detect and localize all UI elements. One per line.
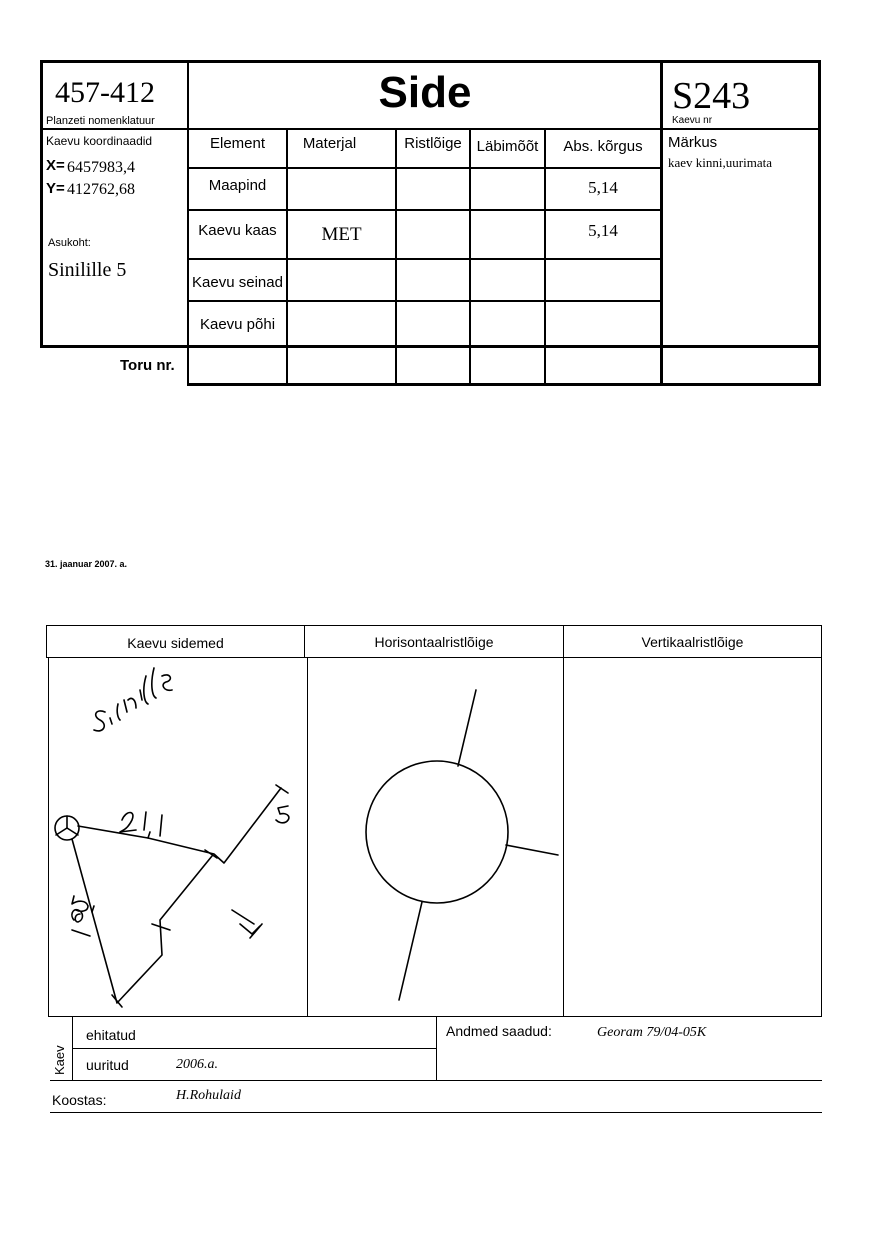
built-label: ehitatud xyxy=(86,1027,136,1043)
surveyed-value: 2006.a. xyxy=(176,1057,218,1072)
well-number: S243 xyxy=(672,75,751,117)
row-element: Kaevu põhi xyxy=(199,316,276,333)
handwriting-18-5 xyxy=(72,896,94,936)
tie-line-left xyxy=(72,839,212,1003)
pipe-line-top xyxy=(458,690,476,766)
remarks-label: Märkus xyxy=(668,134,718,151)
sheet-number: 457-412 xyxy=(55,76,155,109)
horizontal-section-circle xyxy=(366,761,508,903)
page-title: Side xyxy=(378,68,472,117)
header-abs-height: Abs. kõrgus xyxy=(563,138,643,155)
location-value: Sinilille 5 xyxy=(48,259,127,281)
remarks-value: kaev kinni,uurimata xyxy=(668,155,772,170)
x-value: 6457983,4 xyxy=(67,159,135,176)
handwriting-sinilille xyxy=(94,668,172,731)
y-label: Y= xyxy=(46,180,65,197)
well-number-label: Kaevu nr xyxy=(672,115,713,126)
row-abs-height: 5,14 xyxy=(588,178,618,197)
col-title-horizontal-section: Horisontaalristlõige xyxy=(374,634,494,650)
vertical-label-kaev: Kaev xyxy=(52,1045,67,1075)
col-title-well-connections: Kaevu sidemed xyxy=(127,635,224,651)
row-abs-height: 5,14 xyxy=(588,221,618,240)
x-label: X= xyxy=(46,157,65,174)
col-title-vertical-section: Vertikaalristlõige xyxy=(641,634,744,650)
sheet-number-label: Planzeti nomenklatuur xyxy=(46,115,155,127)
header-cross-section: Ristlõige xyxy=(404,135,462,152)
surveyed-label: uuritud xyxy=(86,1057,129,1073)
author-value: H.Rohulaid xyxy=(176,1088,241,1103)
row-element: Kaevu seinad xyxy=(192,274,283,291)
well-symbol-icon xyxy=(55,816,79,840)
coordinates-label: Kaevu koordinaadid xyxy=(46,134,153,148)
source-value: Georam 79/04-05K xyxy=(597,1025,707,1040)
tie-line-top xyxy=(78,788,281,863)
source-label: Andmed saadud: xyxy=(446,1023,552,1039)
header-element: Element xyxy=(209,135,266,152)
location-label: Asukoht: xyxy=(48,237,91,249)
row-element: Kaevu kaas xyxy=(198,222,277,239)
handwriting-5 xyxy=(276,806,289,823)
y-value: 412762,68 xyxy=(67,181,135,198)
header-material: Materjal xyxy=(302,135,357,152)
document-date: 31. jaanuar 2007. a. xyxy=(45,559,128,569)
author-label: Koostas: xyxy=(52,1092,107,1108)
pipe-line-bottom xyxy=(399,902,422,1000)
header-diameter: Läbimõõt xyxy=(476,138,539,155)
row-material: MET xyxy=(321,224,362,245)
row-element: Maapind xyxy=(208,177,267,194)
pipe-line-right xyxy=(506,845,558,855)
pipe-label: Toru nr. xyxy=(120,357,175,374)
handwriting-14 xyxy=(232,910,262,938)
